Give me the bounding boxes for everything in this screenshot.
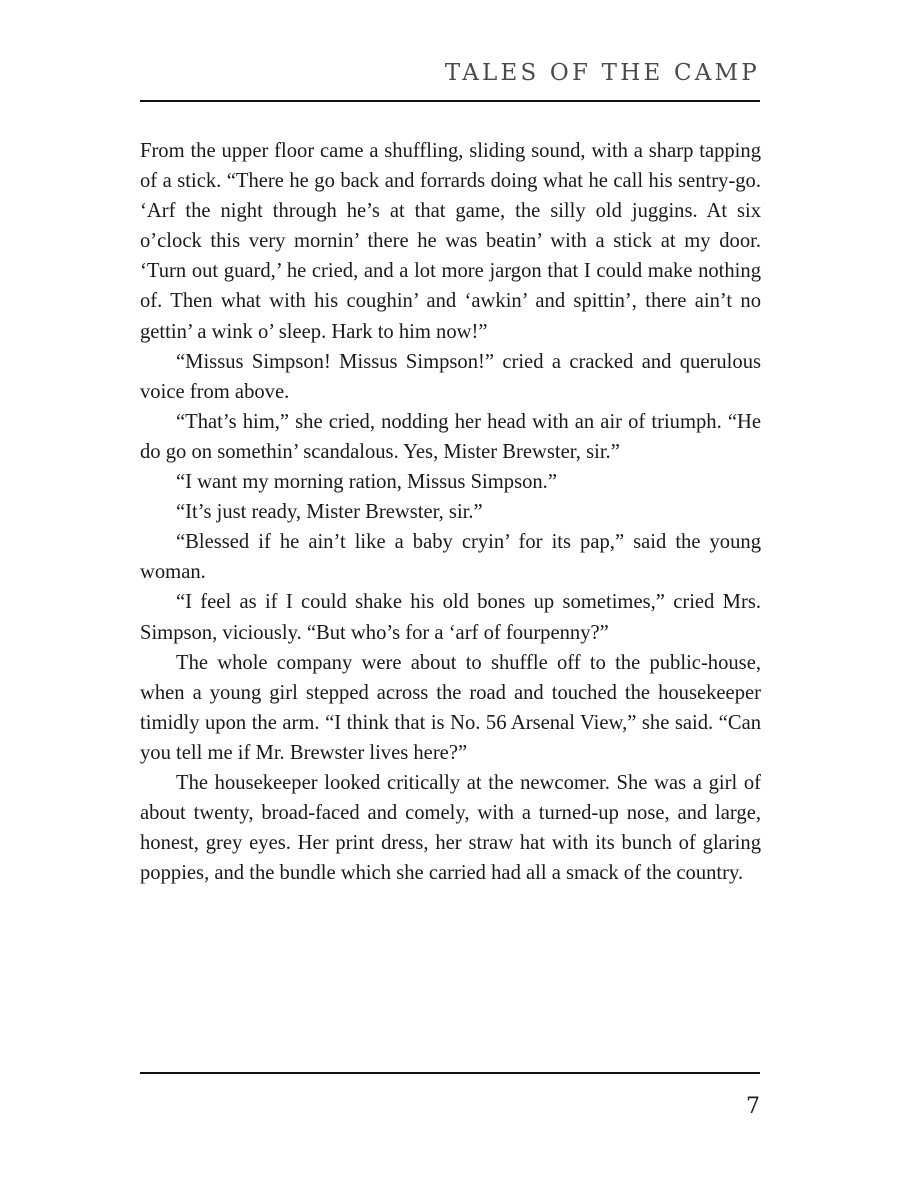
paragraph: “Missus Simpson! Missus Simpson!” cried a cracked and querulous voice from above. <box>140 350 761 403</box>
paragraph: “That’s him,” she cried, nodding her head with an air of triumph. “He do go on somethin’ scandalous. Yes, Mister Brewster, sir.” <box>140 410 761 463</box>
footer-rule <box>140 1072 760 1074</box>
paragraph: “Blessed if he ain’t like a baby cryin’ for its pap,” said the young woman. <box>140 531 761 584</box>
page-number: 7 <box>746 1094 760 1119</box>
paragraph: “I feel as if I could shake his old bones up sometimes,” cried Mrs. Simpson, viciously. “But who’s for a ‘arf of fourpenny?” <box>140 591 761 644</box>
paragraph: From the upper floor came a shuffling, sliding sound, with a sharp tapping of a stick. “There he go back and forrards doing what he call his sentry-go. ‘Arf the night through he’s at that game, the silly old juggins. At six o’clock this very mornin’ there he was beatin’ with a stick at my door. ‘Turn out guard,’ he cried, and a lot more jargon that I could make nothing of. Then what with his coughin’ and ‘awkin’ and spittin’, there ain’t no gettin’ a wink o’ sleep. Hark to him now!” <box>140 140 761 343</box>
paragraph: The housekeeper looked critically at the newcomer. She was a girl of about twenty, broad-faced and comely, with a turned-up nose, and large, honest, grey eyes. Her print dress, her straw hat with its bunch of glaring poppies, and the bundle which she carried had all a smack of the country. <box>140 771 761 885</box>
paragraph: “It’s just ready, Mister Brewster, sir.” <box>176 501 483 524</box>
header-rule <box>140 100 760 102</box>
body-text <box>140 136 761 888</box>
running-head: TALES OF THE CAMP <box>444 60 760 86</box>
paragraph: The whole company were about to shuffle off to the public-house, when a young girl stepped across the road and touched the housekeeper timidly upon the arm. “I think that is No. 56 Arsenal View,” she said. “Can you tell me if Mr. Brewster lives here?” <box>140 651 761 764</box>
paragraph: “I want my morning ration, Missus Simpson.” <box>176 471 557 494</box>
page-header <box>140 60 760 86</box>
